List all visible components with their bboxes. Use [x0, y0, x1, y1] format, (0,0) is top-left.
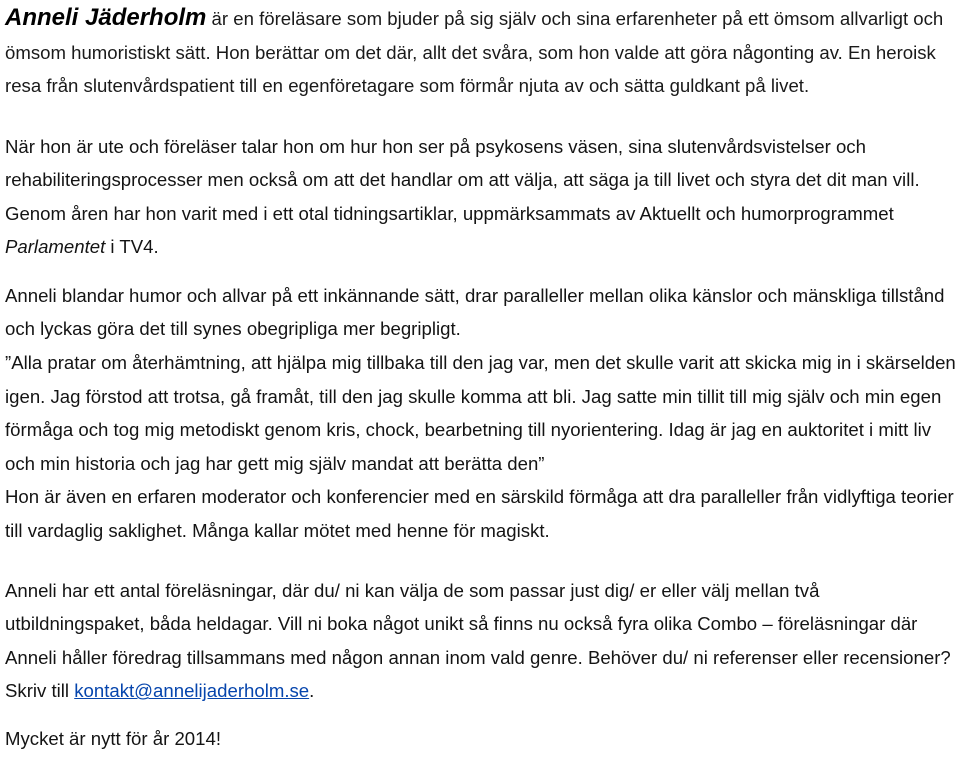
lectures-paragraph [5, 574, 957, 708]
quote-paragraph [5, 346, 957, 480]
lecture-topics-paragraph [5, 130, 957, 264]
lectures-text: Anneli har ett antal föreläsningar, där du/ ni kan välja de som passar just dig/ er eller välj mellan två utbildningspaket, båda heldagar. Vill ni boka något unikt så finns nu också fyra olika Combo – föreläsningar där Anneli håller föredrag tillsammans med någon annan inom vald genre. Behöver du/ ni referenser eller recensioner? Skriv till [5, 579, 951, 702]
speaker-name: Anneli Jäderholm [5, 4, 207, 31]
topics-text: När hon är ute och föreläser talar hon om hur hon ser på psykosens väsen, sina slutenvårdsvistelser och rehabiliteringsprocesser men också om att det handlar om att välja, att säga ja till livet och styra det dit man vill. Genom åren har hon varit med i ett otal tidningsartiklar, uppmärksammats av Aktuellt och humorprogrammet [5, 135, 920, 224]
intro-text: är en föreläsare som bjuder på sig själv och sina erfarenheter på ett ömsom allvarligt och ömsom humoristiskt sätt. Hon berättar om det där, allt det svåra, som hon valde att göra någonting av. En heroisk resa från slutenvårdspatient till en egenföretagare som förmår njuta av och sätta guldkant på livet. [5, 8, 944, 96]
style-text: Anneli blandar humor och allvar på ett inkännande sätt, drar paralleller mellan olika känslor och mänskliga tillstånd och lyckas göra det till synes obegripliga mer begripligt. [5, 284, 945, 340]
lectures-text-end: . [309, 680, 315, 702]
closing-text: Mycket är nytt för år 2014! [5, 728, 221, 749]
closing-line [5, 722, 957, 756]
intro-paragraph [5, 0, 957, 103]
moderator-text: Hon är även en erfaren moderator och konferencier med en särskild förmåga att dra paralleller från vidlyftiga teorier till vardaglig saklighet. Många kallar mötet med henne för magiskt. [5, 486, 954, 542]
email-link[interactable]: kontakt@annelijaderholm.se [74, 680, 310, 702]
quote-text: ”Alla pratar om återhämtning, att hjälpa mig tillbaka till den jag var, men det skulle varit att skicka mig in i skärselden igen. Jag förstod att trotsa, gå framåt, till den jag skulle komma att bli. Jag satte min tillit till mig själv och min egen förmåga och tog mig metodiskt genom kris, chock, bearbetning till nyorientering. Idag är jag en auktoritet i mitt liv och min historia och jag har gett mig själv mandat att berätta den” [5, 352, 956, 474]
program-name: Parlamentet [5, 236, 106, 258]
topics-text-end: i TV4. [105, 236, 159, 258]
moderator-paragraph [5, 480, 957, 547]
document-page [5, 0, 957, 756]
style-paragraph [5, 279, 957, 346]
